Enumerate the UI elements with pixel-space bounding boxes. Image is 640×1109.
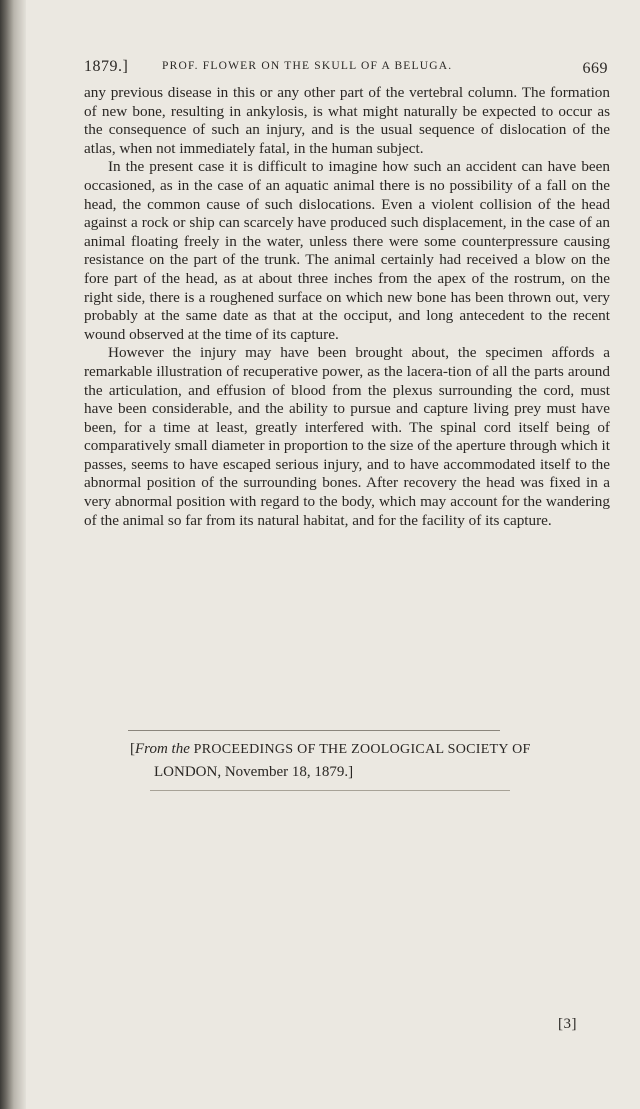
page-binding-edge xyxy=(0,0,26,1109)
body-text xyxy=(84,84,610,530)
paragraph-1: any previous disease in this or any other part of the vertebral column. The formation of new bone, resulting in ankylosis, is what might naturally be expected to occur as the consequence of such an injury, and is the usual sequence of dislocation of the atlas, when not immediately fatal, in the human subject. xyxy=(84,84,610,157)
page-number: 669 xyxy=(582,60,608,77)
source-note-rule-bottom xyxy=(150,790,510,791)
source-note-proceedings: PROCEEDINGS OF THE ZOOLOGICAL SOCIETY OF xyxy=(193,742,531,757)
folio-number: [3] xyxy=(558,1016,577,1032)
paragraph-2: In the present case it is difficult to imagine how such an accident can have been occasioned, as in the case of an aquatic animal there is no possibility of a fall on the head, the common cause of such dislocations. Even a violent collision of the head against a rock or ship can scarcely have produced such displacement, in the case of an animal floating freely in the water, unless there were some counterpressure causing resistance on the part of the trunk. The animal certainly had received a blow on the fore part of the head, as at about three inches from the apex of the rostrum, on the right side, there is a roughened surface on which new bone has been thrown out, very probably at the same date as that at the occiput, and long antecedent to the recent wound observed at the time of its capture. xyxy=(84,158,610,343)
source-note-rule-top xyxy=(128,730,500,731)
paragraph-3: However the injury may have been brought about, the specimen affords a remarkable illustration of recuperative power, as the lacera-tion of all the parts around the articulation, and effusion of blood from the plexus surrounding the cord, must have been considerable, and the ability to pursue and capture living prey must have been, for a time at least, greatly interfered with. The spinal cord itself being of comparatively small diameter in proportion to the size of the aperture through which it passes, seems to have escaped serious injury, and to have accommodated itself to the abnormal position of the surrounding bones. After recovery the head was fixed in a very abnormal position with regard to the body, which may account for the wandering of the animal so far from its natural habitat, and for the facility of its capture. xyxy=(84,344,610,529)
source-note-line-2: LONDON, November 18, 1879.] xyxy=(154,764,354,780)
running-head-year: 1879.] xyxy=(84,58,129,75)
running-head-title: PROF. FLOWER ON THE SKULL OF A BELUGA. xyxy=(162,60,453,72)
running-head xyxy=(84,58,608,84)
source-note-line-1: [From the PROCEEDINGS OF THE ZOOLOGICAL SOCIETY OF xyxy=(130,741,531,757)
source-note-from: From the xyxy=(135,741,190,757)
source-note xyxy=(130,738,630,783)
